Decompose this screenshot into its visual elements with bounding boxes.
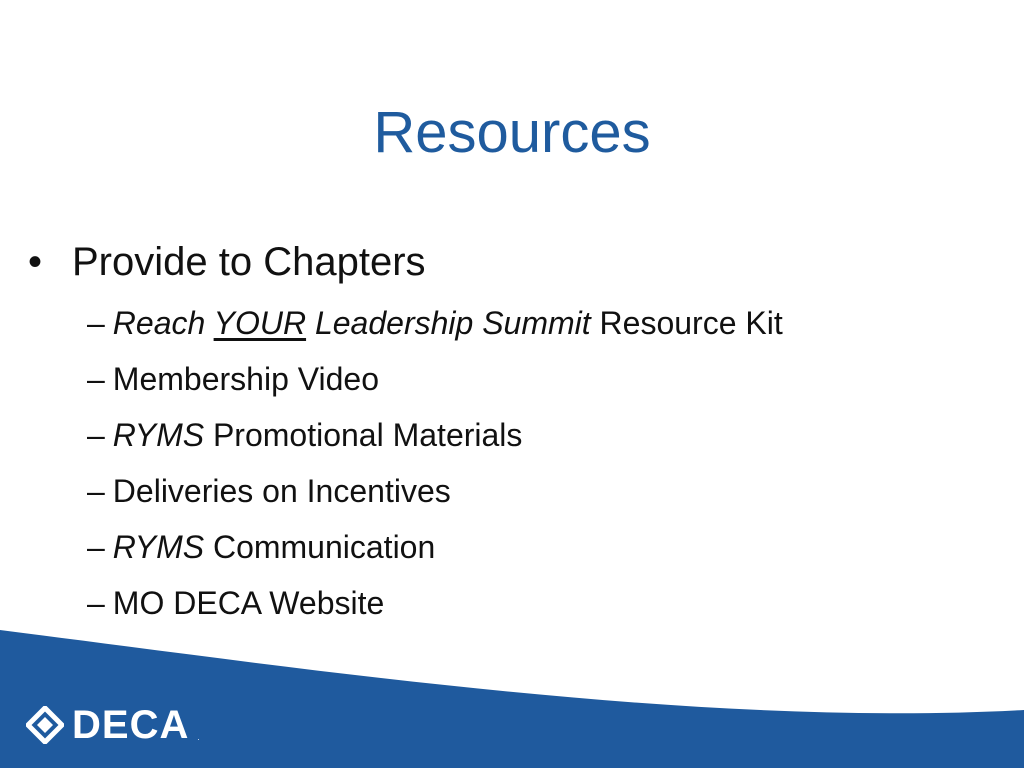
sub-bullet-item	[87, 527, 435, 567]
sub-bullet-text: Resource Kit	[590, 305, 783, 341]
sub-bullet-item	[87, 303, 783, 343]
sub-bullet-item	[87, 471, 451, 511]
sub-bullet-text: Membership Video	[112, 361, 380, 397]
sub-bullet-item	[87, 359, 379, 399]
deca-diamond-icon	[26, 706, 64, 744]
sub-bullet-text: Leadership Summit	[306, 305, 591, 341]
page-number: 17	[829, 688, 851, 708]
bullet-level-1	[28, 237, 426, 287]
sub-bullet-item	[87, 415, 522, 455]
dash-marker: –	[87, 585, 105, 621]
logo-mark: .	[197, 733, 200, 742]
sub-bullet-text: RYMS	[112, 529, 205, 565]
sub-bullet-text: Promotional Materials	[204, 417, 523, 453]
dash-marker: –	[87, 305, 105, 341]
bullet-marker: •	[28, 240, 43, 284]
dash-marker: –	[87, 473, 105, 509]
sub-bullet-text: RYMS	[112, 417, 205, 453]
dash-marker: –	[87, 529, 105, 565]
deca-logo	[26, 702, 200, 748]
sub-bullet-text: Reach	[112, 305, 214, 341]
logo-text: DECA	[72, 702, 190, 747]
sub-bullet-text: Communication	[204, 529, 436, 565]
sub-bullet-text: YOUR	[213, 305, 307, 341]
slide-title: Resources	[373, 100, 651, 165]
dash-marker: –	[87, 361, 105, 397]
sub-bullet-text: Deliveries on Incentives	[112, 473, 451, 509]
sub-bullet-text: MO DECA Website	[112, 585, 385, 621]
bullet-text: Provide to Chapters	[72, 240, 426, 284]
dash-marker: –	[87, 417, 105, 453]
